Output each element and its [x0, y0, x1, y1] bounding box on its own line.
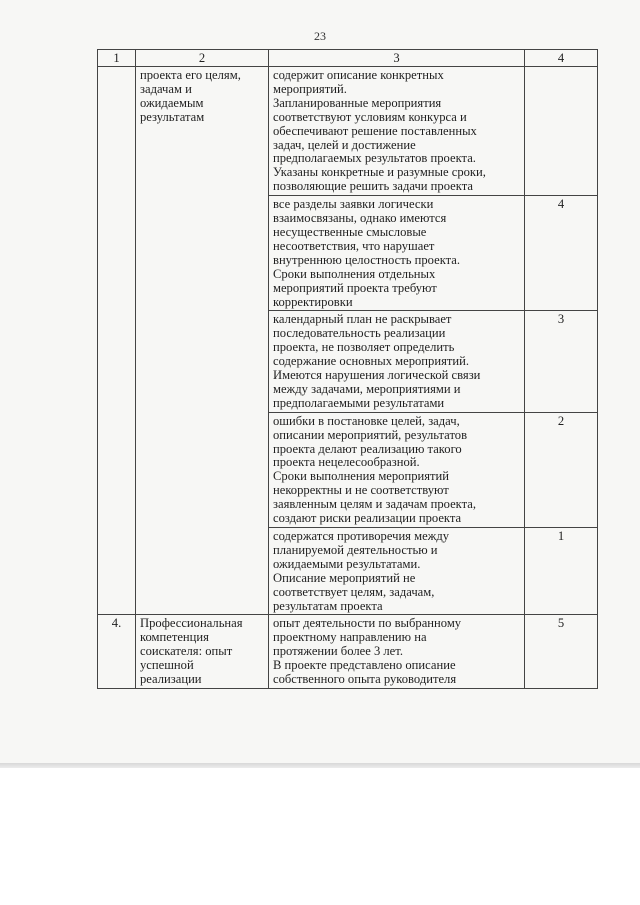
description-text: календарный план не раскрывает последовательность реализации проекта, не позволяет определить содержание основных мероприятий. Имеются нарушения логической связи между задачами, мероприятиями и предполагаемыми результатами — [273, 312, 481, 410]
header-col-2: 2 — [136, 50, 269, 67]
description-cell — [269, 311, 525, 412]
table-row — [98, 67, 598, 196]
description-text: содержатся противоречия между планируемой деятельностью и ожидаемыми результатами. Описание мероприятий не соответствует целям, задачам, результатам проекта — [273, 529, 450, 613]
description-text: все разделы заявки логически взаимосвязаны, однако имеются несущественные смысловые несоответствия, что нарушает внутреннюю целостность проекта. Сроки выполнения отдельных мероприятий проекта требуют корректировки — [273, 197, 461, 309]
description-cell — [269, 196, 525, 311]
page-number: 23 — [314, 29, 326, 43]
score-cell: 4 — [525, 196, 598, 311]
table-row — [98, 615, 598, 689]
criterion-cell — [136, 615, 269, 689]
header-col-4: 4 — [525, 50, 598, 67]
description-text: опыт деятельности по выбранному проектному направлению на протяжении более 3 лет. В проекте представлено описание собственного опыта руководителя — [273, 616, 462, 687]
header-col-1: 1 — [98, 50, 136, 67]
description-cell — [269, 67, 525, 196]
description-text: содержит описание конкретных мероприятий. Запланированные мероприятия соответствуют условиям конкурса и обеспечивают решение поставленных задач, целей и достижение предполагаемых результатов проекта. Указаны конкретные и разумные сроки, позволяющие решить задачи проекта — [273, 68, 486, 194]
description-cell — [269, 615, 525, 689]
criteria-table — [97, 49, 598, 689]
header-row — [98, 50, 598, 67]
scan-bottom-edge — [0, 763, 640, 768]
score-cell — [525, 67, 598, 196]
row-number-cell: 4. — [98, 615, 136, 689]
criterion-text: Профессиональная компетенция соискателя: опыт успешной реализации — [140, 616, 243, 687]
row-number-cell — [98, 67, 136, 615]
criterion-cell — [136, 67, 269, 615]
score-cell: 2 — [525, 412, 598, 527]
description-cell — [269, 528, 525, 615]
score-cell: 1 — [525, 528, 598, 615]
score-cell: 3 — [525, 311, 598, 412]
header-col-3: 3 — [269, 50, 525, 67]
description-cell — [269, 412, 525, 527]
description-text: ошибки в постановке целей, задач, описании мероприятий, результатов проекта делают реализацию такого проекта нецелесообразной. Сроки выполнения мероприятий некорректны и не соответствуют заявленным целям и задачам проекта, создают риски реализации проекта — [273, 413, 477, 526]
criterion-text: проекта его целям, задачам и ожидаемым результатам — [140, 68, 241, 124]
score-cell: 5 — [525, 615, 598, 689]
